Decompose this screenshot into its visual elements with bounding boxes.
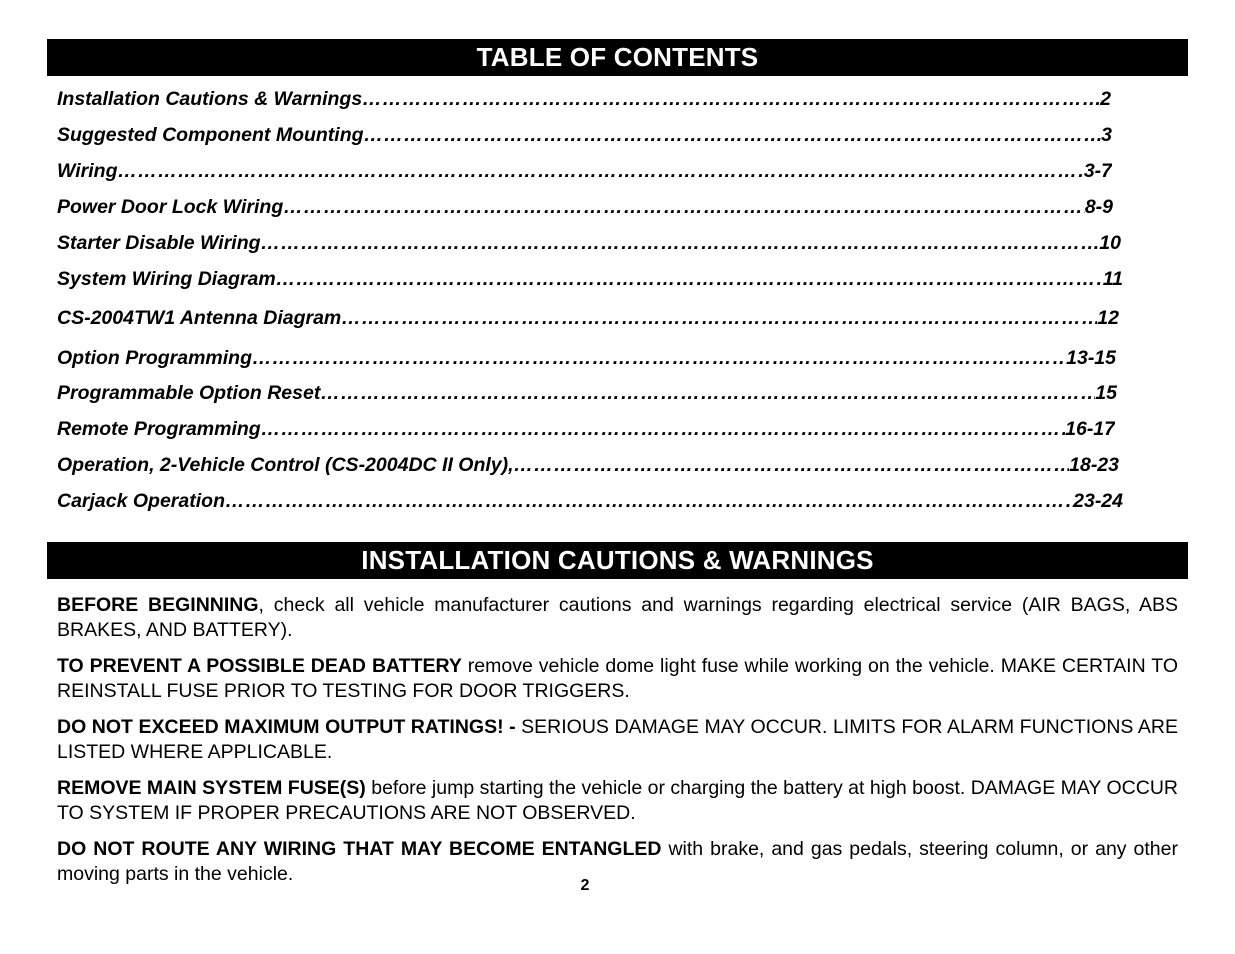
- toc-entry-title: Remote Programming: [57, 418, 261, 440]
- warning-text: with brake, and gas pedals, steering column, or any other moving parts in the vehicle.: [57, 838, 1178, 885]
- toc-entry-page: 13-15: [1066, 347, 1116, 369]
- toc-entry[interactable]: [57, 305, 1119, 331]
- toc-entry-title: Programmable Option Reset: [57, 382, 321, 404]
- toc-entry[interactable]: [57, 122, 1112, 148]
- toc-entry-page: 18-23: [1069, 454, 1119, 476]
- toc-entry-title: Starter Disable Wiring: [57, 232, 261, 254]
- toc-entry-title: System Wiring Diagram: [57, 268, 276, 290]
- warning-text: SERIOUS DAMAGE MAY OCCUR. LIMITS FOR ALARM FUNCTIONS ARE LISTED WHERE APPLICABLE.: [57, 716, 1178, 763]
- toc-entry-title: Suggested Component Mounting: [57, 124, 364, 146]
- toc-entry-title: Option Programming: [57, 347, 252, 369]
- warning-text: , check all vehicle manufacturer cautions and warnings regarding electrical service (AIR BAGS, ABS BRAKES, AND BATTERY).: [57, 594, 1178, 641]
- toc-leader-dots: [261, 416, 1065, 442]
- warning-lead: DO NOT EXCEED MAXIMUM OUTPUT RATINGS! -: [57, 716, 516, 738]
- warning-lead: TO PREVENT A POSSIBLE DEAD BATTERY: [57, 655, 462, 677]
- toc-entry[interactable]: [57, 380, 1117, 406]
- toc-leader-dots: [283, 194, 1085, 220]
- toc-entry[interactable]: [57, 452, 1119, 478]
- warning-text: before jump starting the vehicle or charging the battery at high boost. DAMAGE MAY OCCUR TO SYSTEM IF PROPER PRECAUTIONS ARE NOT OBSERVED.: [57, 777, 1179, 824]
- toc-entry-title: Carjack Operation: [57, 490, 225, 512]
- toc-leader-dots: [252, 345, 1066, 371]
- toc-entry[interactable]: [57, 230, 1121, 256]
- toc-leader-dots: [362, 86, 1100, 112]
- toc-entry-title: CS-2004TW1 Antenna Diagram: [57, 307, 342, 329]
- toc-leader-dots: [514, 452, 1070, 478]
- toc-leader-dots: [364, 122, 1102, 148]
- toc-leader-dots: [117, 158, 1083, 184]
- warning-paragraph: [57, 776, 1178, 825]
- warnings-heading: INSTALLATION CAUTIONS & WARNINGS: [47, 542, 1188, 579]
- toc-entry[interactable]: [57, 158, 1112, 184]
- toc-entry-page: 15: [1095, 382, 1117, 404]
- toc-leader-dots: [341, 305, 1097, 331]
- toc-leader-dots: [276, 266, 1103, 292]
- toc-entry[interactable]: [57, 86, 1111, 112]
- toc-entry[interactable]: [57, 194, 1113, 220]
- toc-entry-page: 23-24: [1073, 490, 1123, 512]
- warning-paragraph: [57, 581, 1178, 642]
- toc-entry-title: Installation Cautions & Warnings: [57, 88, 363, 110]
- toc-entry[interactable]: [57, 266, 1123, 292]
- page-number: 2: [580, 877, 590, 894]
- toc-entry-page: 3: [1101, 124, 1112, 146]
- warning-text: remove vehicle dome light fuse while working on the vehicle. MAKE CERTAIN TO REINSTALL FUSE PRIOR TO TESTING FOR DOOR TRIGGERS.: [57, 655, 1178, 702]
- warning-lead: DO NOT ROUTE ANY WIRING THAT MAY BECOME ENTANGLED: [57, 838, 662, 860]
- warning-lead: BEFORE BEGINNING: [57, 594, 259, 616]
- toc-leader-dots: [320, 380, 1095, 406]
- warning-paragraph: [57, 654, 1178, 703]
- toc-entry[interactable]: [57, 345, 1116, 371]
- toc-entry[interactable]: [57, 488, 1123, 514]
- toc-leader-dots: [225, 488, 1073, 514]
- toc-entry-title: Wiring: [57, 160, 118, 182]
- warning-paragraph: [57, 715, 1178, 764]
- toc-entry-page: 2: [1100, 88, 1111, 110]
- warning-lead: REMOVE MAIN SYSTEM FUSE(S): [57, 777, 366, 799]
- toc-entry-title: Operation, 2-Vehicle Control (CS-2004DC II Only),: [57, 454, 514, 476]
- toc-entry[interactable]: [57, 416, 1115, 442]
- warning-paragraph: [57, 837, 1178, 886]
- toc-entry-page: 8-9: [1084, 196, 1113, 218]
- toc-entry-page: 16-17: [1065, 418, 1115, 440]
- toc-entry-page: 10: [1099, 232, 1121, 254]
- toc-entry-page: 3-7: [1083, 160, 1112, 182]
- toc-entry-page: 11: [1102, 268, 1123, 290]
- toc-heading: TABLE OF CONTENTS: [47, 39, 1188, 76]
- toc-leader-dots: [261, 230, 1100, 256]
- toc-entry-page: 12: [1097, 307, 1119, 329]
- toc-entry-title: Power Door Lock Wiring: [57, 196, 284, 218]
